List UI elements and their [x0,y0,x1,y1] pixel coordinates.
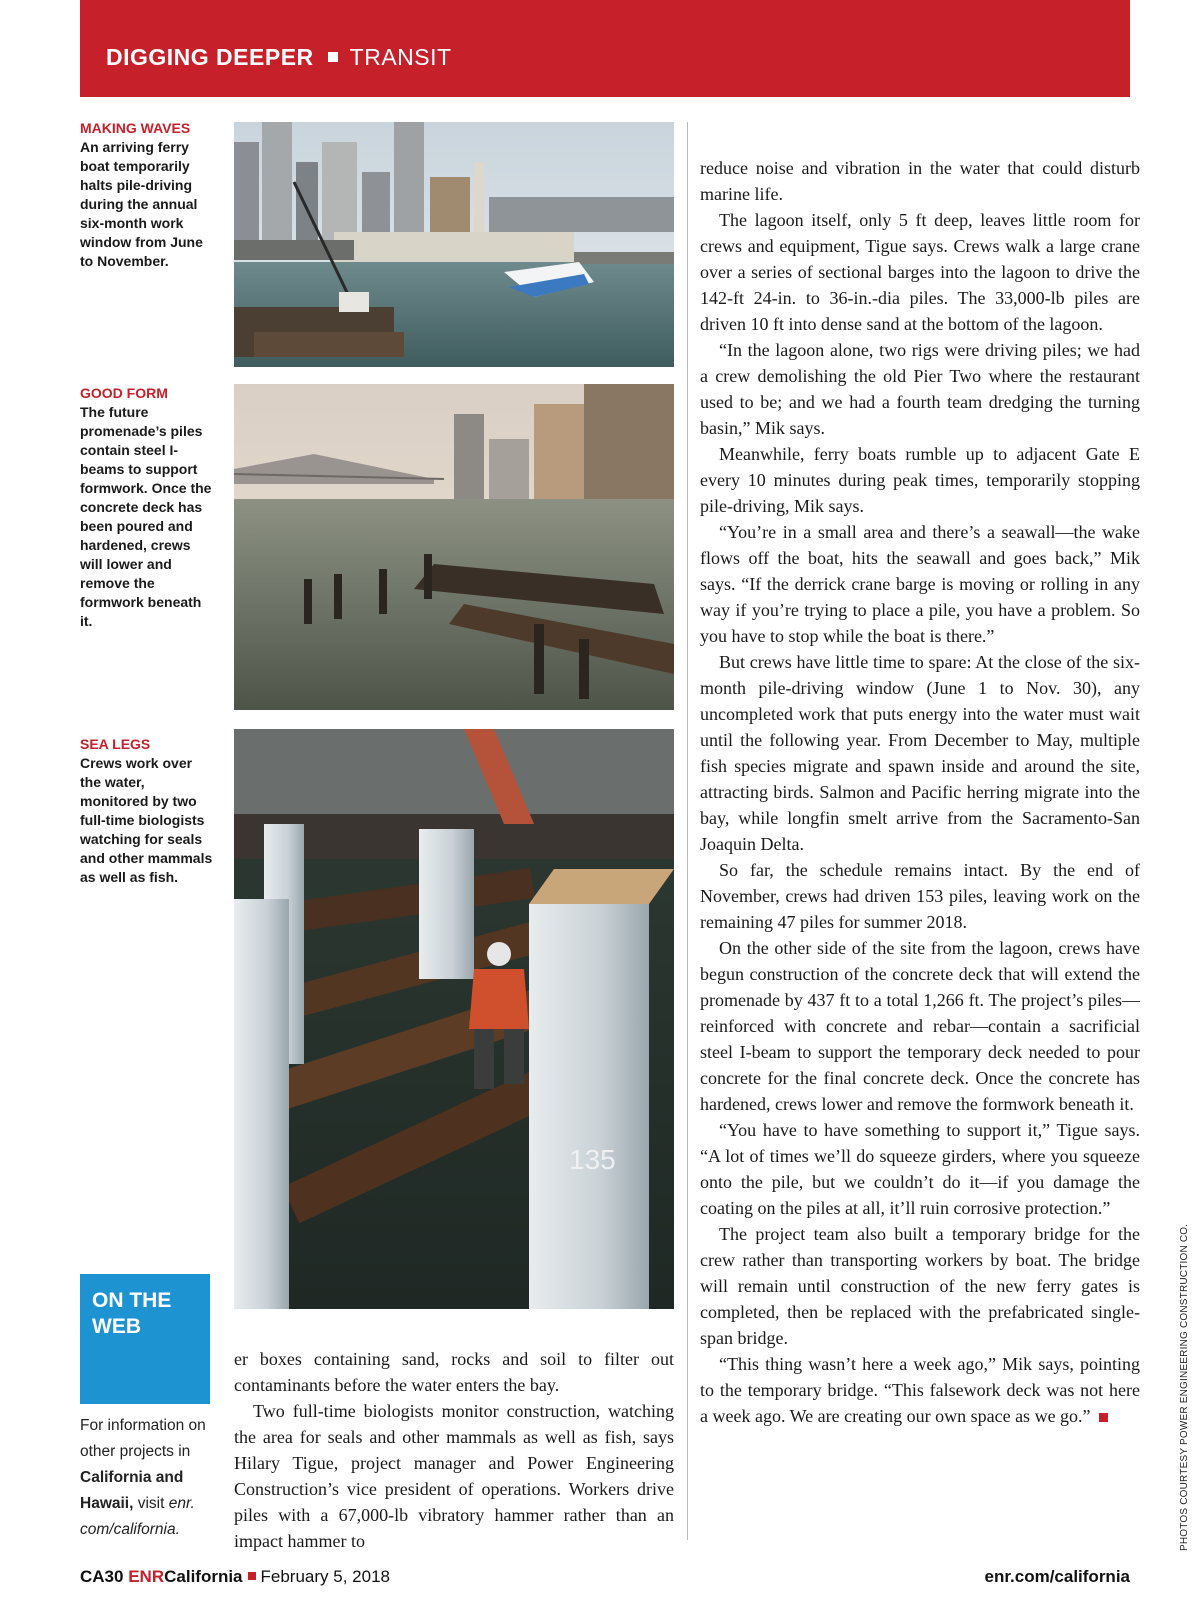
worker-photo-illustration [234,729,674,1309]
ferry-photo-illustration [234,122,674,367]
web-text-before: For information on other projects in [80,1417,206,1460]
caption-sea-legs [80,735,215,887]
photo-worker-on-beams [234,729,674,1309]
caption-text: An arriving ferry boat temporarily halts pile-driving during the annual six-month work window from June to November. [80,139,203,269]
paragraph: “In the lagoon alone, two rigs were driving piles; we had a crew demolishing the old Pier Two where the restaurant used to be; and we had a fourth team dredging the turning basin,” Mik says. [700,340,1140,438]
issue-date: February 5, 2018 [260,1567,390,1586]
footer-url[interactable]: enr.com/california [984,1567,1130,1586]
footer-folio [80,1567,390,1587]
piles-photo-illustration [234,384,674,710]
square-bullet-icon [248,1572,256,1580]
article-column-1 [234,1346,674,1554]
enr-logo: ENR [128,1567,165,1586]
section-label: TRANSIT [349,44,452,70]
paragraph-final [700,1351,1140,1429]
paragraph: er boxes containing sand, rocks and soil to filter out contaminants before the water enters the bay. [234,1349,674,1395]
caption-text: Crews work over the water, monitored by two full-time biologists watching for seals and other mammals as well as fish. [80,755,213,885]
square-bullet-icon [328,52,338,62]
section-header [80,0,1130,97]
on-the-web-box [80,1274,210,1404]
paragraph: So far, the schedule remains intact. By the end of November, crews had driven 153 piles, leaving work on the remaining 47 piles for summer 2018. [700,860,1140,932]
paragraph: “You have to have something to support it,” Tigue says. “A lot of times we’ll do squeeze girders, where you squeeze onto the pile, but we couldn’t do it—if you damage the coating on the piles at all, it’ll ruin corrosive protection.” [700,1120,1140,1218]
caption-good-form [80,384,215,631]
kicker-label: DIGGING DEEPER [106,44,314,70]
caption-text: The future promenade’s piles contain steel I-beams to support formwork. Once the concrete deck has been poured and hardened, crews will lower and remove the formwork beneath it. [80,404,212,629]
web-link[interactable]: enr. com/california. [80,1495,195,1538]
caption-making-waves [80,119,215,271]
web-text-mid: visit [133,1495,169,1512]
paragraph: The project team also built a temporary bridge for the crew rather than transporting workers by boat. The bridge will remain until construction of the new ferry gates is completed, then be replaced with the prefabricated single-span bridge. [700,1224,1140,1348]
page-number: CA30 [80,1567,124,1586]
photo-ferry-arrival [234,122,674,367]
paragraph-final-text: “This thing wasn’t here a week ago,” Mik says, pointing to the temporary bridge. “This falsework deck was not here a week ago. We are creating our own space as we go.” [700,1354,1140,1426]
paragraph: On the other side of the site from the lagoon, crews have begun construction of the concrete deck that will extend the promenade by 437 ft to a total 1,266 ft. The project’s piles—reinforced with concrete and rebar—contain a sacrificial steel I-beam to support the temporary deck needed to pour concrete for the final concrete deck. Once the concrete has hardened, crews lower and remove the formwork beneath it. [700,938,1140,1114]
paragraph: “You’re in a small area and there’s a seawall—the wake flows off the boat, hits the seawall and goes back,” Mik says. “If the derrick crane barge is moving or rolling in any way if you’re trying to place a pile, you have a problem. So you have to stop while the boat is there.” [700,522,1140,646]
on-the-web-text [80,1413,215,1543]
article-column-2 [700,155,1140,1429]
paragraph: Meanwhile, ferry boats rumble up to adjacent Gate E every 10 minutes during peak times, temporarily stopping pile-driving, Mik says. [700,444,1140,516]
photo-credit: PHOTOS COURTESY POWER ENGINEERING CONSTRUCTION CO. [1179,1223,1190,1551]
web-text-bold: California and Hawaii, [80,1469,184,1512]
photo-promenade-piles [234,384,674,710]
caption-title: SEA LEGS [80,736,151,752]
on-the-web-line1: ON THE [92,1289,172,1312]
section-kicker [106,44,452,71]
on-the-web-label [92,1288,171,1340]
paragraph: Two full-time biologists monitor construction, watching the area for seals and other mammals as well as fish, says Hilary Tigue, project manager and Power Engineering Construction’s vice president of operations. Workers drive piles with a 67,000-lb vibratory hammer rather than an impact hammer to [234,1401,674,1551]
edition-name: California [164,1567,243,1586]
end-mark-icon [1099,1413,1108,1422]
paragraph: reduce noise and vibration in the water that could disturb marine life. [700,158,1140,204]
caption-title: GOOD FORM [80,385,168,401]
on-the-web-line2: WEB [92,1315,141,1338]
paragraph: The lagoon itself, only 5 ft deep, leaves little room for crews and equipment, Tigue says. Crews walk a large crane over a series of sectional barges into the lagoon to drive the 142-ft 24-in. to 36-in.-dia piles. The 33,000-lb piles are driven 10 ft into dense sand at the bottom of the lagoon. [700,210,1140,334]
column-divider [687,122,688,1540]
caption-title: MAKING WAVES [80,120,191,136]
pile-number-label: 135 [569,1144,616,1175]
paragraph: But crews have little time to spare: At the close of the six-month pile-driving window (June 1 to Nov. 30), any uncompleted work that puts energy into the water must wait until the following year. From December to May, multiple fish species migrate and spawn inside and around the site, attracting birds. Salmon and Pacific herring migrate into the bay, while longfin smelt arrive from the Sacramento-San Joaquin Delta. [700,652,1140,854]
